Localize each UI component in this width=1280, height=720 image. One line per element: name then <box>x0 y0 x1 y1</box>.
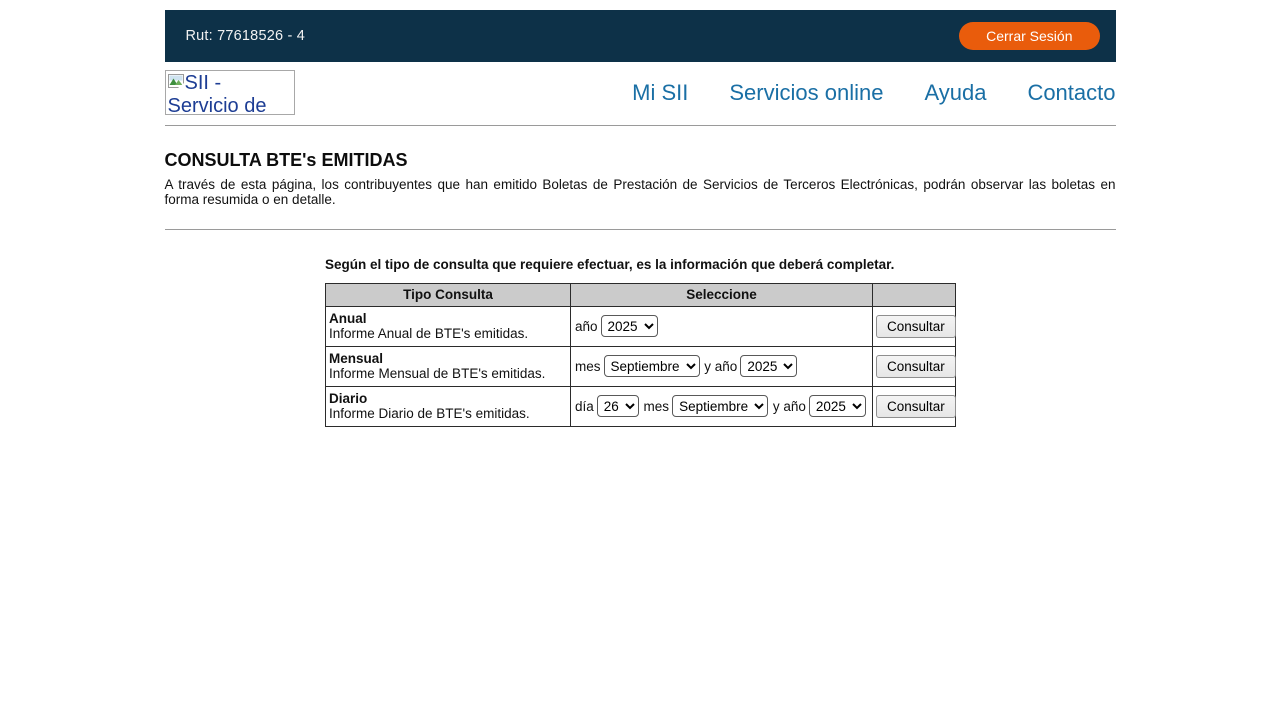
broken-image-icon <box>168 74 184 89</box>
mensual-name: Mensual <box>329 351 384 366</box>
rut-label: Rut: 77618526 - 4 <box>185 28 305 44</box>
diario-consultar-button[interactable]: Consultar <box>876 395 956 418</box>
table-row-diario <box>326 386 956 426</box>
sii-logo-broken-image[interactable] <box>165 70 295 115</box>
topbar <box>165 10 1116 62</box>
anual-year-select[interactable] <box>601 315 658 337</box>
diario-select-cell <box>571 386 873 426</box>
table-row-anual <box>326 306 956 346</box>
anual-name: Anual <box>329 311 367 326</box>
header-actions <box>873 283 956 306</box>
header-tipo-consulta: Tipo Consulta <box>326 283 571 306</box>
consult-table <box>325 283 956 427</box>
table-header-row <box>326 283 956 306</box>
diario-tipo-cell <box>326 386 571 426</box>
diario-name: Diario <box>329 391 368 406</box>
mensual-button-cell <box>873 346 956 386</box>
logo-alt-text: SII - Servicio de <box>167 72 267 115</box>
nav-contacto[interactable]: Contacto <box>1027 79 1116 105</box>
page-description: A través de esta página, los contribuyentes que han emitido Boletas de Prestación de Servicios de Terceros Electrónicas, podrán observar las boletas en forma resumida o en detalle. <box>164 177 1116 207</box>
diario-year-label: y año <box>772 398 806 414</box>
mensual-desc: Informe Mensual de BTE's emitidas. <box>329 366 546 381</box>
mensual-month-select[interactable] <box>604 355 700 377</box>
main-nav <box>632 80 1115 106</box>
anual-desc: Informe Anual de BTE's emitidas. <box>329 326 529 341</box>
nav-ayuda[interactable]: Ayuda <box>924 79 987 105</box>
site-header <box>165 62 1116 126</box>
anual-consultar-button[interactable]: Consultar <box>876 315 956 338</box>
main-content <box>165 150 1116 427</box>
consult-block <box>325 257 955 427</box>
mensual-tipo-cell <box>326 346 571 386</box>
divider <box>165 229 1116 230</box>
mensual-year-label: y año <box>704 358 738 374</box>
diario-month-label: mes <box>643 398 670 414</box>
mensual-month-label: mes <box>575 358 601 374</box>
page-container <box>165 10 1116 427</box>
diario-day-select[interactable] <box>597 395 639 417</box>
nav-servicios-online[interactable]: Servicios online <box>729 79 884 105</box>
mensual-select-cell <box>571 346 873 386</box>
diario-desc: Informe Diario de BTE's emitidas. <box>329 406 530 421</box>
diario-button-cell <box>873 386 956 426</box>
header-seleccione: Seleccione <box>571 283 873 306</box>
anual-year-label: año <box>575 318 598 334</box>
consult-intro: Según el tipo de consulta que requiere efectuar, es la información que deberá completar. <box>325 257 895 272</box>
anual-button-cell <box>873 306 956 346</box>
anual-tipo-cell <box>326 306 571 346</box>
anual-select-cell <box>571 306 873 346</box>
mensual-consultar-button[interactable]: Consultar <box>876 355 956 378</box>
diario-year-select[interactable] <box>809 395 866 417</box>
page-title: CONSULTA BTE's EMITIDAS <box>164 150 408 170</box>
mensual-year-select[interactable] <box>740 355 797 377</box>
nav-mi-sii[interactable]: Mi SII <box>632 79 689 105</box>
logout-button[interactable]: Cerrar Sesión <box>959 22 1099 50</box>
table-row-mensual <box>326 346 956 386</box>
diario-day-label: día <box>575 398 594 414</box>
diario-month-select[interactable] <box>672 395 768 417</box>
